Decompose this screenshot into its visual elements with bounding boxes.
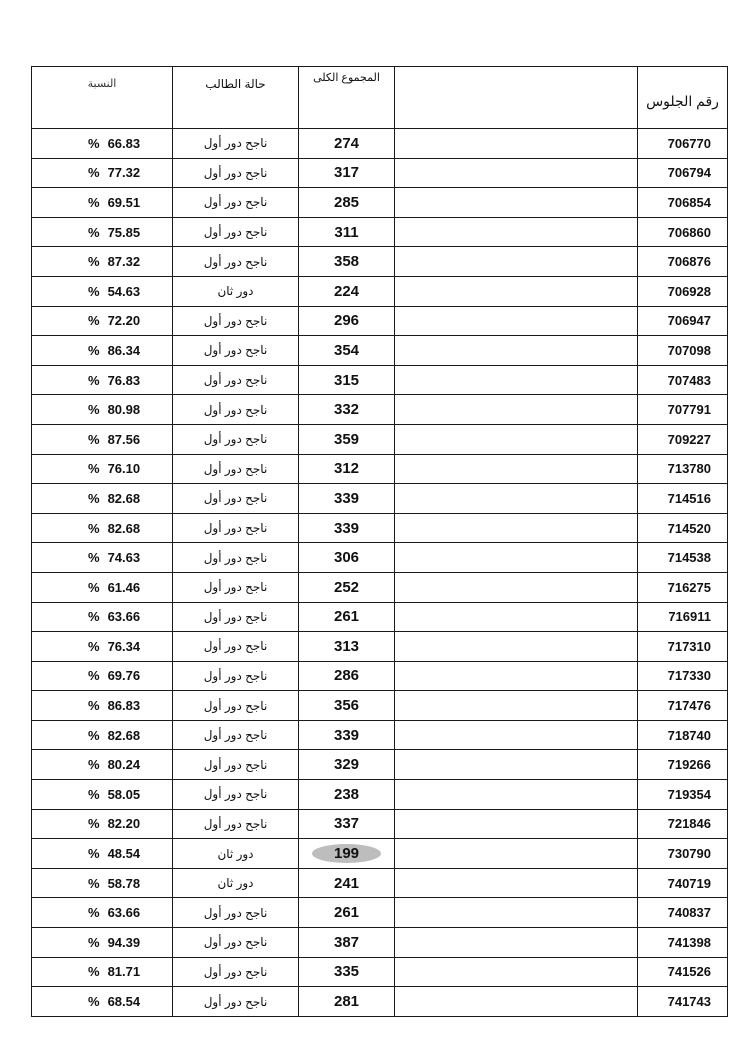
status-cell: دور ثان (173, 839, 299, 869)
percentage-value: 82.68 (107, 520, 141, 536)
percentage-value: 66.83 (107, 135, 141, 151)
blank-cell (395, 129, 638, 159)
total-value: 296 (333, 312, 360, 330)
percent-sign: % (88, 165, 100, 181)
total-value: 339 (333, 519, 360, 537)
percentage-cell (32, 898, 173, 928)
total-cell (299, 188, 395, 218)
status-cell: ناجح دور أول (173, 454, 299, 484)
status-cell: ناجح دور أول (173, 336, 299, 366)
status-cell: ناجح دور أول (173, 513, 299, 543)
percentage-value: 63.66 (107, 905, 141, 921)
percentage-value: 86.34 (107, 342, 141, 358)
total-cell (299, 839, 395, 869)
seat-number-cell: 706860 (638, 217, 728, 247)
total-value: 238 (333, 785, 360, 803)
status-cell: ناجح دور أول (173, 632, 299, 662)
total-cell (299, 424, 395, 454)
blank-cell (395, 247, 638, 277)
total-value: 311 (334, 223, 359, 241)
percent-sign: % (88, 668, 100, 684)
seat-number-cell: 716911 (638, 602, 728, 632)
percentage-cell (32, 217, 173, 247)
table-row (32, 158, 728, 188)
percentage-value: 48.54 (107, 846, 141, 862)
blank-cell (395, 306, 638, 336)
total-value: 252 (333, 578, 360, 596)
total-value: 285 (333, 193, 360, 211)
status-cell: ناجح دور أول (173, 484, 299, 514)
percentage-cell (32, 247, 173, 277)
percentage-cell (32, 809, 173, 839)
percentage-cell (32, 306, 173, 336)
percentage-value: 77.32 (107, 165, 141, 181)
total-value: 274 (333, 134, 360, 152)
total-cell (299, 868, 395, 898)
total-value: 261 (333, 904, 360, 922)
percent-sign: % (88, 609, 100, 625)
percent-sign: % (88, 194, 100, 210)
blank-cell (395, 217, 638, 247)
total-cell (299, 750, 395, 780)
percentage-cell (32, 661, 173, 691)
percentage-cell (32, 543, 173, 573)
total-value: 317 (333, 164, 360, 182)
total-cell (299, 957, 395, 987)
header-seat-number: رقم الجلوس (638, 67, 728, 129)
percent-sign: % (88, 283, 100, 299)
percentage-value: 58.78 (107, 875, 141, 891)
results-table (31, 66, 728, 1017)
status-cell: ناجح دور أول (173, 720, 299, 750)
percentage-cell (32, 572, 173, 602)
table-row (32, 898, 728, 928)
total-cell (299, 217, 395, 247)
percent-sign: % (88, 342, 100, 358)
total-cell (299, 987, 395, 1017)
percent-sign: % (88, 313, 100, 329)
total-cell (299, 336, 395, 366)
percent-sign: % (88, 786, 100, 802)
percent-sign: % (88, 727, 100, 743)
percentage-value: 76.10 (107, 461, 141, 477)
blank-cell (395, 898, 638, 928)
table-row (32, 661, 728, 691)
total-value: 339 (333, 726, 360, 744)
percentage-cell (32, 987, 173, 1017)
seat-number-cell: 718740 (638, 720, 728, 750)
total-cell (299, 306, 395, 336)
percent-sign: % (88, 905, 100, 921)
percentage-value: 82.68 (107, 490, 141, 506)
blank-cell (395, 780, 638, 810)
table-body (32, 129, 728, 1017)
status-cell: ناجح دور أول (173, 158, 299, 188)
total-value: 313 (333, 637, 360, 655)
blank-cell (395, 513, 638, 543)
seat-number-cell: 714538 (638, 543, 728, 573)
table-row (32, 129, 728, 159)
percentage-cell (32, 602, 173, 632)
percentage-value: 75.85 (107, 224, 141, 240)
percent-sign: % (88, 994, 100, 1010)
status-cell: ناجح دور أول (173, 365, 299, 395)
percentage-value: 58.05 (107, 786, 141, 802)
status-cell: ناجح دور أول (173, 572, 299, 602)
percentage-cell (32, 336, 173, 366)
percentage-cell (32, 129, 173, 159)
blank-cell (395, 720, 638, 750)
total-value: 337 (333, 815, 360, 833)
total-value: 261 (333, 608, 360, 626)
table-row (32, 839, 728, 869)
status-cell: ناجح دور أول (173, 928, 299, 958)
header-row (32, 67, 728, 129)
total-cell (299, 572, 395, 602)
blank-cell (395, 632, 638, 662)
total-value: 387 (333, 933, 360, 951)
total-cell (299, 365, 395, 395)
percentage-cell (32, 780, 173, 810)
percent-sign: % (88, 254, 100, 270)
table-row (32, 543, 728, 573)
total-cell (299, 158, 395, 188)
seat-number-cell: 714516 (638, 484, 728, 514)
seat-number-cell: 721846 (638, 809, 728, 839)
percentage-value: 80.98 (107, 402, 141, 418)
table-row (32, 691, 728, 721)
percent-sign: % (88, 135, 100, 151)
percent-sign: % (88, 757, 100, 773)
table-row (32, 424, 728, 454)
blank-cell (395, 691, 638, 721)
blank-cell (395, 365, 638, 395)
blank-cell (395, 928, 638, 958)
percentage-value: 82.68 (107, 727, 141, 743)
percent-sign: % (88, 402, 100, 418)
header-percentage: النسبة (32, 67, 173, 129)
total-cell (299, 780, 395, 810)
table-row (32, 365, 728, 395)
total-value: 241 (333, 874, 360, 892)
seat-number-cell: 741398 (638, 928, 728, 958)
percent-sign: % (88, 461, 100, 477)
seat-number-cell: 706928 (638, 276, 728, 306)
table-row (32, 928, 728, 958)
table-row (32, 513, 728, 543)
table-header (32, 67, 728, 129)
blank-cell (395, 276, 638, 306)
total-cell (299, 247, 395, 277)
total-cell (299, 928, 395, 958)
percentage-cell (32, 158, 173, 188)
highlighted-total: 199 (312, 844, 381, 863)
percent-sign: % (88, 372, 100, 388)
total-cell (299, 513, 395, 543)
total-value: 312 (333, 460, 360, 478)
blank-cell (395, 809, 638, 839)
total-cell (299, 691, 395, 721)
percentage-value: 72.20 (107, 313, 141, 329)
total-cell (299, 276, 395, 306)
seat-number-cell: 741526 (638, 957, 728, 987)
percentage-cell (32, 632, 173, 662)
status-cell: دور ثان (173, 868, 299, 898)
blank-cell (395, 188, 638, 218)
total-value: 286 (333, 667, 360, 685)
total-value: 354 (333, 341, 360, 359)
header-status: حالة الطالب (173, 67, 299, 129)
percentage-value: 81.71 (107, 964, 141, 980)
table-row (32, 276, 728, 306)
total-value: 315 (333, 371, 360, 389)
seat-number-cell: 706794 (638, 158, 728, 188)
percentage-cell (32, 691, 173, 721)
blank-cell (395, 602, 638, 632)
table-row (32, 602, 728, 632)
seat-number-cell: 709227 (638, 424, 728, 454)
seat-number-cell: 707483 (638, 365, 728, 395)
total-cell (299, 602, 395, 632)
percent-sign: % (88, 816, 100, 832)
table-row (32, 247, 728, 277)
blank-cell (395, 661, 638, 691)
total-value: 329 (333, 756, 360, 774)
blank-cell (395, 484, 638, 514)
status-cell: ناجح دور أول (173, 247, 299, 277)
blank-cell (395, 336, 638, 366)
total-cell (299, 661, 395, 691)
total-value: 335 (333, 963, 360, 981)
table-row (32, 720, 728, 750)
blank-cell (395, 957, 638, 987)
percentage-value: 74.63 (107, 550, 141, 566)
percentage-value: 94.39 (107, 934, 141, 950)
percentage-cell (32, 188, 173, 218)
seat-number-cell: 719266 (638, 750, 728, 780)
percentage-value: 63.66 (107, 609, 141, 625)
percent-sign: % (88, 964, 100, 980)
seat-number-cell: 730790 (638, 839, 728, 869)
percentage-cell (32, 513, 173, 543)
blank-cell (395, 454, 638, 484)
table-row (32, 395, 728, 425)
header-total: المجموع الكلى (299, 67, 395, 129)
percentage-value: 87.56 (107, 431, 141, 447)
total-cell (299, 632, 395, 662)
table-row (32, 632, 728, 662)
percent-sign: % (88, 490, 100, 506)
seat-number-cell: 706770 (638, 129, 728, 159)
percent-sign: % (88, 934, 100, 950)
table-row (32, 306, 728, 336)
percentage-cell (32, 454, 173, 484)
status-cell: ناجح دور أول (173, 543, 299, 573)
seat-number-cell: 713780 (638, 454, 728, 484)
status-cell: ناجح دور أول (173, 188, 299, 218)
total-cell (299, 395, 395, 425)
blank-cell (395, 543, 638, 573)
blank-cell (395, 424, 638, 454)
percent-sign: % (88, 431, 100, 447)
total-value: 224 (333, 282, 360, 300)
status-cell: ناجح دور أول (173, 602, 299, 632)
total-cell (299, 720, 395, 750)
total-cell (299, 484, 395, 514)
percentage-cell (32, 276, 173, 306)
table-row (32, 454, 728, 484)
total-cell (299, 129, 395, 159)
total-value: 306 (333, 549, 360, 567)
total-cell (299, 809, 395, 839)
total-value: 359 (333, 430, 360, 448)
total-cell (299, 898, 395, 928)
seat-number-cell: 717476 (638, 691, 728, 721)
percentage-value: 82.20 (107, 816, 141, 832)
total-value: 356 (333, 697, 360, 715)
seat-number-cell: 706876 (638, 247, 728, 277)
seat-number-cell: 719354 (638, 780, 728, 810)
table-row (32, 217, 728, 247)
percentage-cell (32, 868, 173, 898)
percentage-value: 54.63 (107, 283, 141, 299)
total-value: 332 (333, 401, 360, 419)
percent-sign: % (88, 638, 100, 654)
status-cell: ناجح دور أول (173, 424, 299, 454)
seat-number-cell: 717330 (638, 661, 728, 691)
percentage-value: 76.83 (107, 372, 141, 388)
status-cell: ناجح دور أول (173, 691, 299, 721)
seat-number-cell: 717310 (638, 632, 728, 662)
percentage-value: 69.76 (107, 668, 141, 684)
seat-number-cell: 740837 (638, 898, 728, 928)
percentage-cell (32, 720, 173, 750)
table-row (32, 188, 728, 218)
percentage-cell (32, 424, 173, 454)
table-row (32, 484, 728, 514)
total-value: 339 (333, 489, 360, 507)
percentage-cell (32, 928, 173, 958)
total-cell (299, 543, 395, 573)
seat-number-cell: 706947 (638, 306, 728, 336)
percentage-value: 61.46 (107, 579, 141, 595)
status-cell: ناجح دور أول (173, 661, 299, 691)
percentage-cell (32, 365, 173, 395)
total-value: 281 (333, 993, 360, 1011)
blank-cell (395, 572, 638, 602)
total-cell (299, 454, 395, 484)
seat-number-cell: 741743 (638, 987, 728, 1017)
blank-cell (395, 987, 638, 1017)
percentage-value: 86.83 (107, 698, 141, 714)
seat-number-cell: 740719 (638, 868, 728, 898)
status-cell: ناجح دور أول (173, 395, 299, 425)
status-cell: ناجح دور أول (173, 129, 299, 159)
blank-cell (395, 839, 638, 869)
status-cell: ناجح دور أول (173, 780, 299, 810)
table-row (32, 809, 728, 839)
status-cell: ناجح دور أول (173, 217, 299, 247)
table-row (32, 868, 728, 898)
status-cell: دور ثان (173, 276, 299, 306)
percentage-cell (32, 395, 173, 425)
percent-sign: % (88, 875, 100, 891)
seat-number-cell: 707791 (638, 395, 728, 425)
percentage-value: 76.34 (107, 638, 141, 654)
percentage-value: 68.54 (107, 994, 141, 1010)
percentage-cell (32, 839, 173, 869)
seat-number-cell: 716275 (638, 572, 728, 602)
total-value: 358 (333, 253, 360, 271)
blank-cell (395, 158, 638, 188)
percent-sign: % (88, 550, 100, 566)
percent-sign: % (88, 224, 100, 240)
percentage-value: 87.32 (107, 254, 141, 270)
table-row (32, 987, 728, 1017)
percentage-cell (32, 750, 173, 780)
percent-sign: % (88, 520, 100, 536)
table-row (32, 750, 728, 780)
status-cell: ناجح دور أول (173, 750, 299, 780)
status-cell: ناجح دور أول (173, 306, 299, 336)
status-cell: ناجح دور أول (173, 957, 299, 987)
percent-sign: % (88, 846, 100, 862)
table-row (32, 336, 728, 366)
percentage-cell (32, 957, 173, 987)
blank-cell (395, 395, 638, 425)
blank-cell (395, 750, 638, 780)
status-cell: ناجح دور أول (173, 987, 299, 1017)
status-cell: ناجح دور أول (173, 809, 299, 839)
header-blank (395, 67, 638, 129)
table-row (32, 957, 728, 987)
blank-cell (395, 868, 638, 898)
percent-sign: % (88, 579, 100, 595)
percentage-value: 80.24 (107, 757, 141, 773)
table-row (32, 572, 728, 602)
seat-number-cell: 714520 (638, 513, 728, 543)
seat-number-cell: 706854 (638, 188, 728, 218)
percentage-cell (32, 484, 173, 514)
table-row (32, 780, 728, 810)
percent-sign: % (88, 698, 100, 714)
percentage-value: 69.51 (107, 194, 141, 210)
status-cell: ناجح دور أول (173, 898, 299, 928)
seat-number-cell: 707098 (638, 336, 728, 366)
